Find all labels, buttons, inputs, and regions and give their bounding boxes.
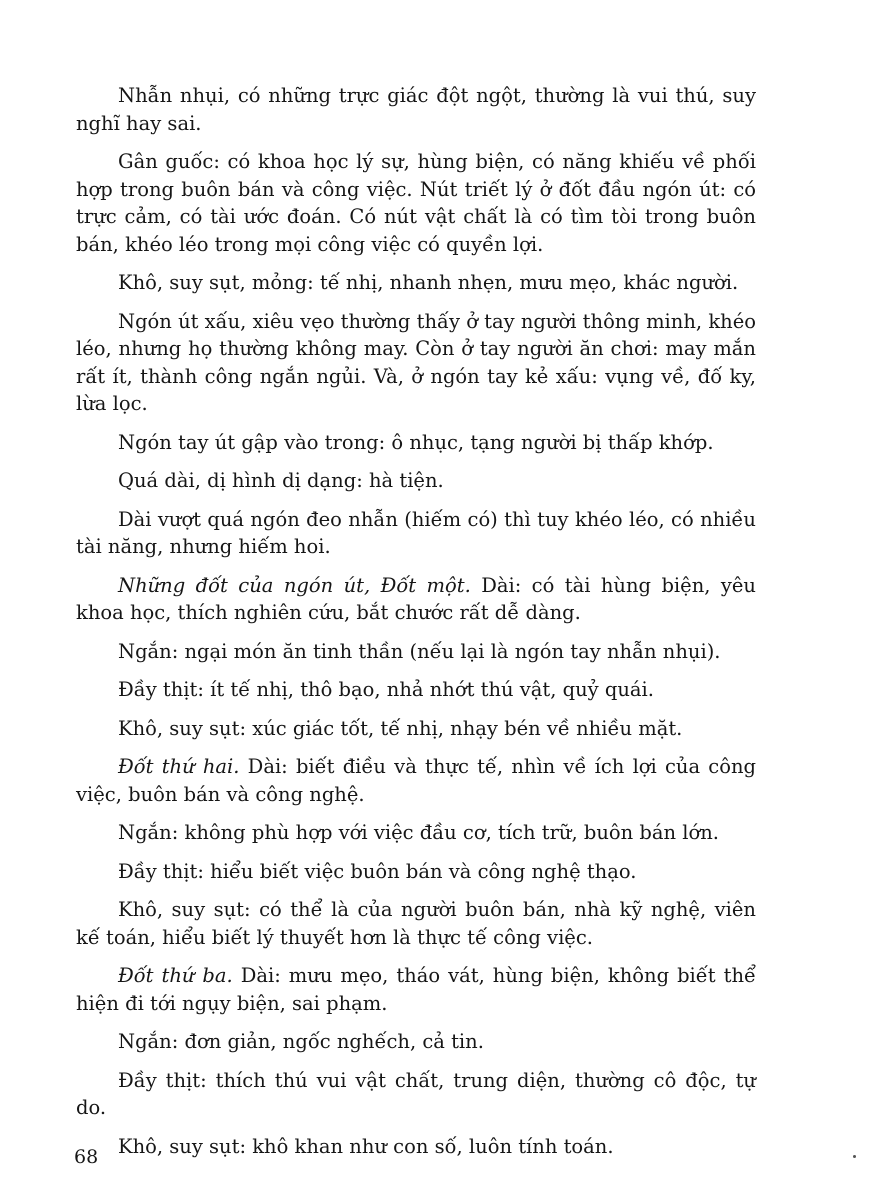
section-heading: Đốt thứ hai. (118, 755, 240, 778)
paragraph: Gân guốc: có khoa học lý sự, hùng biện, có năng khiếu về phối hợp trong buôn bán và công việc. Nút triết lý ở đốt đầu ngón út: có trực cảm, có tài ước đoán. Có nút vật chất là có tìm tòi trong buôn bán, khéo léo trong mọi công việc có quyền lợi. (76, 150, 756, 256)
paragraph: Ngắn: không phù hợp với việc đầu cơ, tích trữ, buôn bán lớn. (118, 821, 719, 844)
paragraph: Dài vượt quá ngón đeo nhẫn (hiếm có) thì tuy khéo léo, có nhiều tài năng, nhưng hiếm hoi. (76, 507, 756, 558)
paragraph: Ngón út xấu, xiêu vẹo thường thấy ở tay người thông minh, khéo léo, nhưng họ thường không may. Còn ở tay người ăn chơi: may mắn rất ít, thành công ngắn ngủi. Và, ở ngón tay kẻ xấu: vụng về, đố ky, lừa lọc. (76, 309, 756, 415)
paragraph: Quá dài, dị hình dị dạng: hà tiện. (118, 469, 444, 492)
paragraph: Ngắn: đơn giản, ngốc nghếch, cả tin. (118, 1030, 484, 1053)
page-body (76, 82, 756, 1171)
paragraph: Khô, suy sụt: khô khan như con số, luôn tính toán. (118, 1134, 614, 1158)
paragraph: Ngón tay út gập vào trong: ô nhục, tạng người bị thấp khớp. (118, 430, 714, 454)
paragraph: Đầy thịt: ít tế nhị, thô bạo, nhả nhớt thú vật, quỷ quái. (118, 678, 654, 701)
paragraph: Khô, suy sụt: có thể là của người buôn bán, nhà kỹ nghệ, viên kế toán, hiểu biết lý thuyết hơn là thực tế công việc. (76, 898, 756, 949)
paragraph: Đầy thịt: thích thú vui vật chất, trung diện, thường cô độc, tự do. (76, 1068, 756, 1119)
paragraph: Khô, suy sụt, mỏng: tế nhị, nhanh nhẹn, mưu mẹo, khác người. (118, 271, 739, 294)
paragraph: Khô, suy sụt: xúc giác tốt, tế nhị, nhạy bén về nhiều mặt. (118, 716, 683, 740)
paragraph: Ngắn: ngại món ăn tinh thần (nếu lại là ngón tay nhẫn nhụi). (118, 639, 721, 663)
paragraph: Đốt thứ ba. Dài: mưu mẹo, tháo vát, hùng biện, không biết thể hiện đi tới ngụy biện, sai phạm. (76, 964, 756, 1015)
paragraph: Đốt thứ hai. Dài: biết điều và thực tế, nhìn về ích lợi của công việc, buôn bán và công nghệ. (76, 755, 756, 806)
paragraph: Những đốt của ngón út, Đốt một. Dài: có tài hùng biện, yêu khoa học, thích nghiên cứu, bắt chước rất dễ dàng. (76, 573, 756, 624)
paragraph: Nhẫn nhụi, có những trực giác đột ngột, thường là vui thú, suy nghĩ hay sai. (76, 84, 756, 135)
page-number: 68 (74, 1146, 99, 1168)
section-heading: Những đốt của ngón út, Đốt một. (118, 573, 471, 597)
paragraph: Đầy thịt: hiểu biết việc buôn bán và công nghệ thạo. (118, 859, 637, 883)
section-heading: Đốt thứ ba. (118, 964, 233, 987)
scan-speck (853, 1155, 856, 1158)
